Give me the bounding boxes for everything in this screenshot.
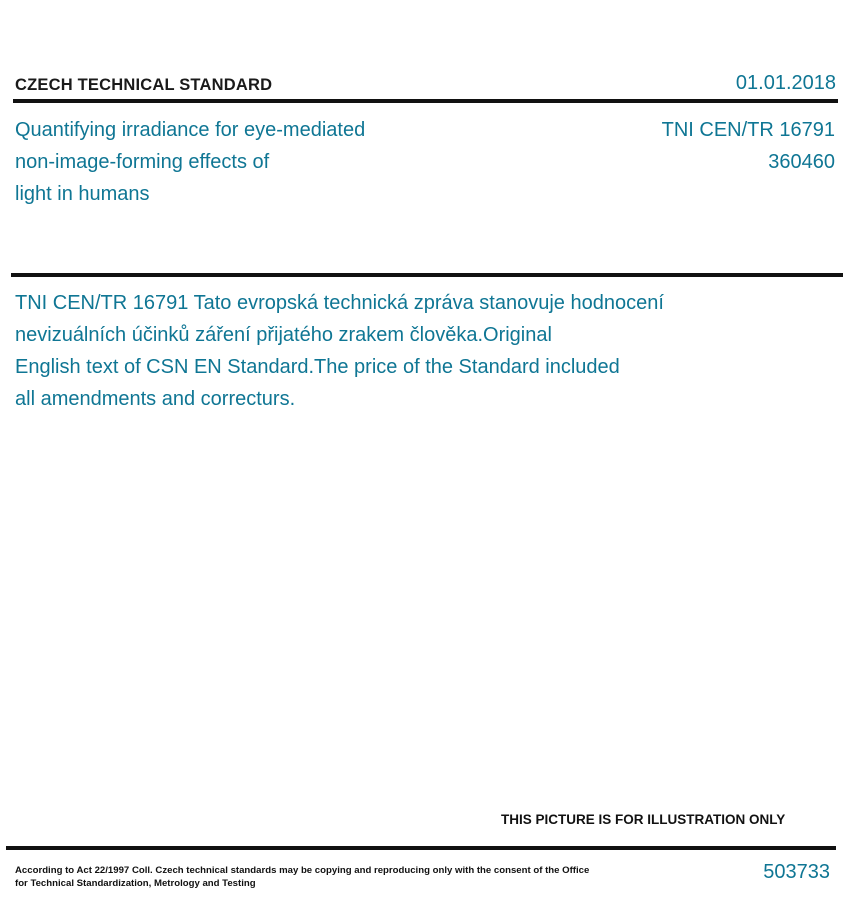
title-line: non-image-forming effects of: [15, 151, 270, 173]
legal-notice: [15, 864, 595, 890]
standard-description: [15, 287, 735, 415]
legal-notice-line: According to Act 22/1997 Coll. Czech technical standards may be copying and reproducing only with the consent of the Office: [15, 865, 590, 876]
title-line: light in humans: [15, 183, 150, 205]
product-code: 503733: [763, 861, 830, 883]
catalog-number: 360460: [768, 151, 835, 173]
standard-type-label: CZECH TECHNICAL STANDARD: [15, 76, 273, 94]
footer-divider: [6, 846, 836, 850]
legal-notice-line: for Technical Standardization, Metrology and Testing: [15, 878, 256, 889]
effective-date: 01.01.2018: [735, 72, 836, 94]
document-title: [15, 114, 435, 210]
description-line: all amendments and correcturs.: [15, 388, 296, 410]
section-divider: [11, 273, 843, 277]
description-line: nevizuálních účinků záření přijatého zrakem člověka.Original: [15, 324, 552, 346]
description-line: English text of CSN EN Standard.The price of the Standard included: [15, 356, 620, 378]
standard-designation: TNI CEN/TR 16791: [661, 119, 835, 141]
illustration-disclaimer: THIS PICTURE IS FOR ILLUSTRATION ONLY: [501, 812, 786, 827]
header-divider: [13, 99, 838, 103]
title-line: Quantifying irradiance for eye-mediated: [15, 119, 366, 141]
description-line: TNI CEN/TR 16791 Tato evropská technická zpráva stanovuje hodnocení: [15, 292, 664, 314]
standard-identifier: [662, 114, 835, 178]
